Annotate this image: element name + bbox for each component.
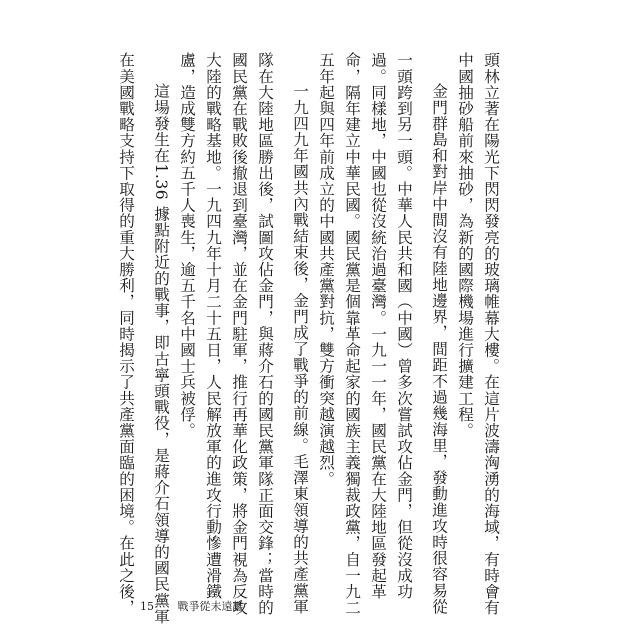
paragraph-start-line: 金門群島和對岸中間沒有陸地邊界，間距不過幾海里，發動進攻時很容易從 <box>430 83 448 615</box>
text-line: 過。同樣地，中國也從沒統治過臺灣。一九一一年，國民黨在大陸地區發起革 <box>369 52 387 600</box>
text-line: 國民黨在戰敗後撤退到臺灣，並在金門駐軍，推行再華化政策，將金門視為反攻 <box>230 52 248 616</box>
running-title: 戰爭從未遠離 <box>177 600 244 613</box>
page-footer <box>140 598 244 614</box>
text-line: 在美國戰略支持下取得的重大勝利，同時揭示了共產黨面臨的困境。在此之後， <box>117 52 135 616</box>
paragraph-start-line: 一九四九年國共內戰結束後，金門成了戰爭的前線。毛澤東領導的共產黨軍 <box>291 83 309 615</box>
text-line: 中國抽砂船前來抽砂，為新的國際機場進行擴建工程。 <box>456 52 474 439</box>
text-line: 盧，造成雙方約五千人喪生，逾五千名中國士兵被俘。 <box>178 52 196 439</box>
text-line: 命，隔年建立中華民國。國民黨是個靠革命起家的國族主義獨裁政黨，自一九二 <box>343 52 361 616</box>
text-line: 大陸的戰略基地。一九四九年十月二十五日，人民解放軍的進攻行動慘遭滑鐵 <box>204 52 222 600</box>
text-line: 頭林立著在陽光下閃閃發亮的玻璃帷幕大樓。在這片波濤洶湧的海域，有時會有 <box>482 52 500 616</box>
page-number: 15 <box>140 600 154 613</box>
paragraph-start-line: 這場發生在1.36 據點附近的戰事，即古寧頭戰役，是蔣介石領導的國民黨軍 <box>152 83 170 625</box>
text-line: 隊在大陸地區勝出後，試圖攻佔金門，與蔣介石的國民黨軍隊正面交鋒；當時的 <box>256 52 274 616</box>
text-line: 一頭跨到另一頭。中華人民共和國（中國）曾多次嘗試攻佔金門，但從沒成功 <box>395 52 413 600</box>
text-line: 五年起與四年前成立的中國共產黨對抗，雙方衝突越演越烈。 <box>317 52 335 487</box>
